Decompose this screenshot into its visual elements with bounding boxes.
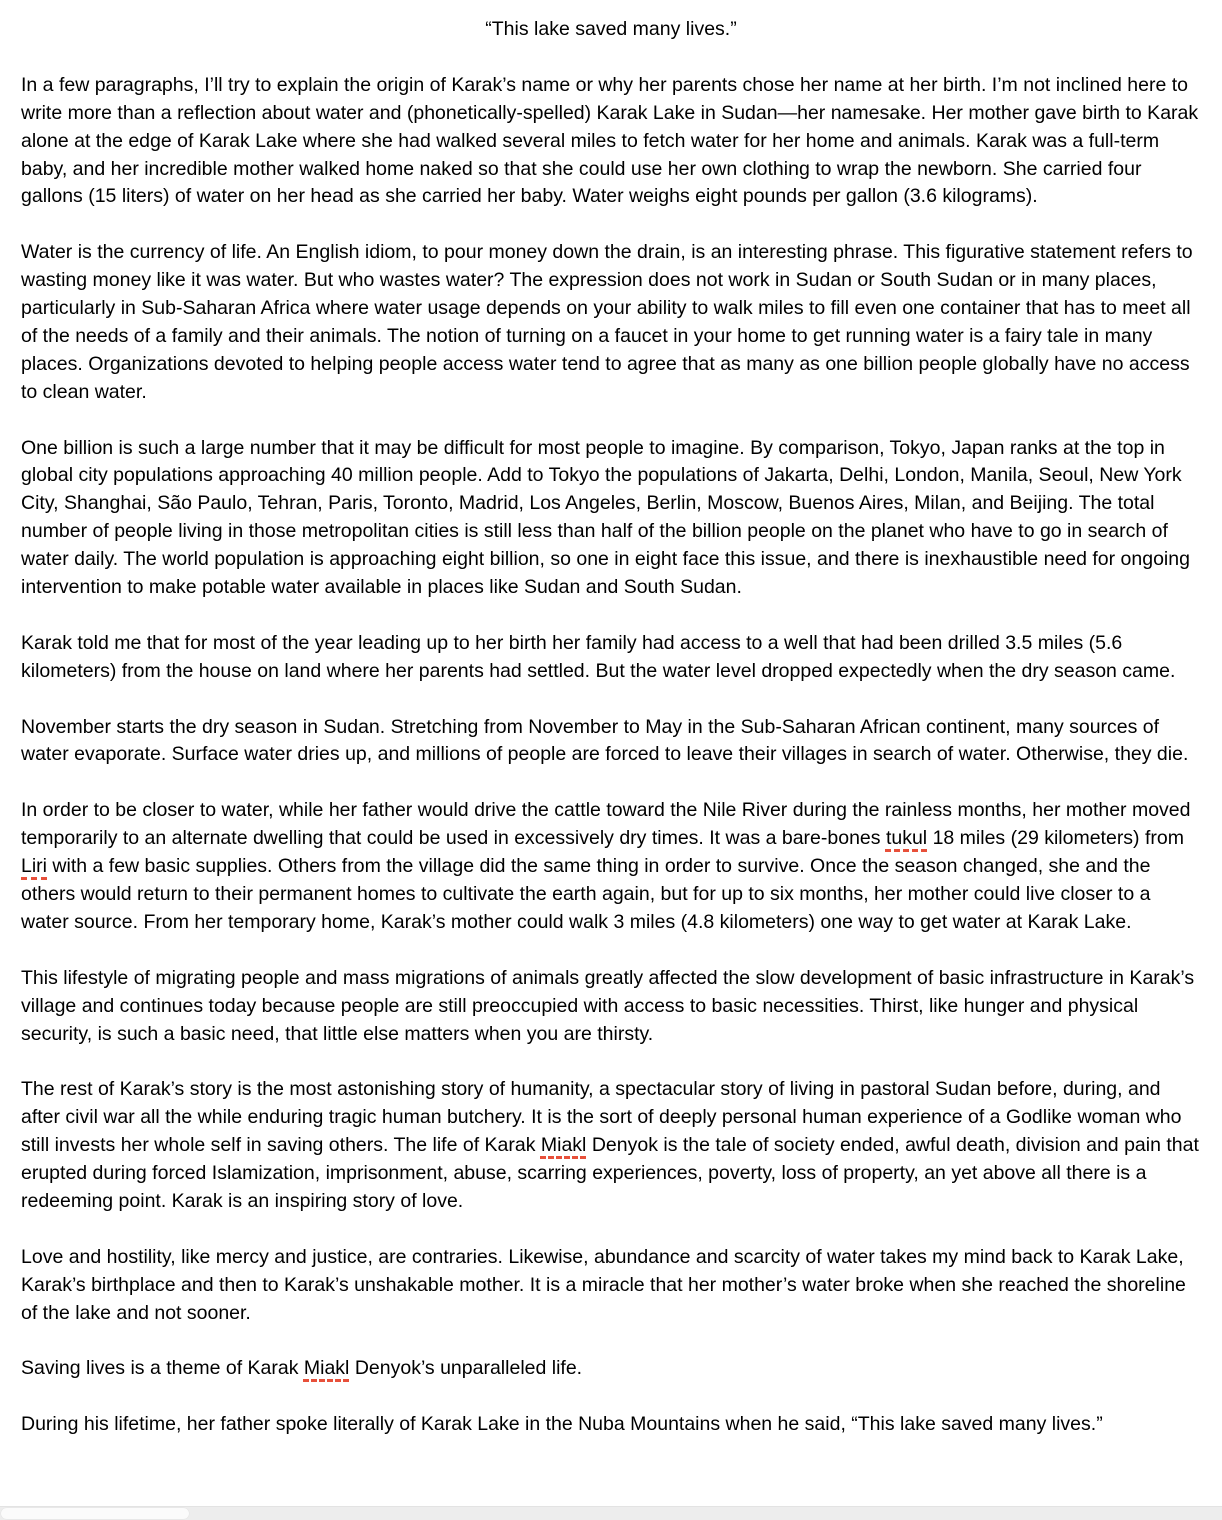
misspelled-word[interactable]: Liri xyxy=(21,855,48,878)
paragraph[interactable] xyxy=(21,797,1201,937)
horizontal-scrollbar-track[interactable] xyxy=(0,1506,1222,1520)
text-run: The rest of Karak’s story is the most astonishing story of humanity, a spectacular story of living in pastoral Sudan before, during, and after civil war all the while enduring tragic human butchery. It is the sort of deeply personal human experience of a Godlike woman who still invests her whole self in saving others. The life of Karak xyxy=(21,1078,1182,1157)
paragraph[interactable] xyxy=(21,239,1201,406)
paragraph[interactable] xyxy=(21,435,1201,602)
paragraph[interactable] xyxy=(21,1244,1201,1328)
text-run: Saving lives is a theme of Karak xyxy=(21,1357,304,1380)
document-body xyxy=(21,72,1201,1439)
text-run: 18 miles (29 kilometers) from xyxy=(927,827,1184,850)
paragraph[interactable] xyxy=(21,965,1201,1049)
paragraph[interactable] xyxy=(21,630,1201,686)
paragraph[interactable] xyxy=(21,1411,1201,1439)
paragraph[interactable] xyxy=(21,714,1201,770)
text-run: with a few basic supplies. Others from the village did the same thing in order to survive. Once the season changed, she and the others would return to their permanent homes to cultivate the earth again, but for up to six months, her mother could live closer to a water source. From her temporary home, Karak’s mother could walk 3 miles (4.8 kilometers) one way to get water at Karak Lake. xyxy=(21,855,1151,933)
paragraph[interactable] xyxy=(21,1355,1201,1383)
misspelled-word[interactable]: tukul xyxy=(885,827,928,850)
text-run: In order to be closer to water, while her father would drive the cattle toward the Nile River during the rainless months, her mother moved temporarily to an alternate dwelling that could be used in excessively dry times. It was a bare-bones xyxy=(21,799,1191,850)
text-run: During his lifetime, her father spoke literally of Karak Lake in the Nuba Mountains when he said, “This lake saved many lives.” xyxy=(21,1413,1103,1436)
text-run: In a few paragraphs, I’ll try to explain the origin of Karak’s name or why her parents chose her name at her birth. I’m not inclined here to write more than a reflection about water and (phonetically-spelled) Karak Lake in Sudan—her namesake. Her mother gave birth to Karak alone at the edge of Karak Lake where she had walked several miles to fetch water for her home and animals. Karak was a full-term baby, and her incredible mother walked home naked so that she could use her own clothing to wrap the newborn. She carried four gallons (15 liters) of water on her head as she carried her baby. Water weighs eight pounds per gallon (3.6 kilograms). xyxy=(21,73,1199,208)
text-run: Denyok is the tale of society ended, awful death, division and pain that erupted during forced Islamization, imprisonment, abuse, scarring experiences, poverty, loss of property, an yet above all there is a redeeming point. Karak is an inspiring story of love. xyxy=(21,1134,1199,1212)
text-run: Love and hostility, like mercy and justice, are contraries. Likewise, abundance and scarcity of water takes my mind back to Karak Lake, Karak’s birthplace and then to Karak’s unshakable mother. It is a miracle that her mother’s water broke when she reached the shoreline of the lake and not sooner. xyxy=(21,1245,1186,1324)
text-run: Denyok’s unparalleled life. xyxy=(349,1357,583,1380)
text-run: This lifestyle of migrating people and mass migrations of animals greatly affected the slow development of basic infrastructure in Karak’s village and continues today because people are still preoccupied with access to basic necessities. Thirst, like hunger and physical security, is such a basic need, that little else matters when you are thirsty. xyxy=(21,966,1195,1045)
text-run: One billion is such a large number that it may be difficult for most people to imagine. By comparison, Tokyo, Japan ranks at the top in global city populations approaching 40 million people. Add to Tokyo the populations of Jakarta, Delhi, London, Manila, Seoul, New York City, Shanghai, São Paulo, Tehran, Paris, Toronto, Madrid, Los Angeles, Berlin, Moscow, Buenos Aires, Milan, and Beijing. The total number of people living in those metropolitan cities is still less than half of the billion people on the planet who have to go in search of water daily. The world population is approaching eight billion, so one in eight face this issue, and there is inexhaustible need for ongoing intervention to make potable water available in places like Sudan and South Sudan. xyxy=(21,436,1190,599)
misspelled-word[interactable]: Miakl xyxy=(303,1357,350,1380)
document-title[interactable]: “This lake saved many lives.” xyxy=(485,18,737,40)
paragraph[interactable] xyxy=(21,1076,1201,1216)
text-run: November starts the dry season in Sudan. Stretching from November to May in the Sub-Saharan African continent, many sources of water evaporate. Surface water dries up, and millions of people are forced to leave their villages in search of water. Otherwise, they die. xyxy=(21,715,1189,766)
text-run: Karak told me that for most of the year leading up to her birth her family had access to a well that had been drilled 3.5 miles (5.6 kilometers) from the house on land where her parents had settled. But the water level dropped expectedly when the dry season came. xyxy=(21,631,1176,682)
text-run: Water is the currency of life. An English idiom, to pour money down the drain, is an interesting phrase. This figurative statement refers to wasting money like it was water. But who wastes water? The expression does not work in Sudan or South Sudan or in many places, particularly in Sub-Saharan Africa where water usage depends on your ability to walk miles to fill even one container that has to meet all of the needs of a family and their animals. The notion of turning on a faucet in your home to get running water is a fairy tale in many places. Organizations devoted to helping people access water tend to agree that as many as one billion people globally have no access to clean water. xyxy=(21,241,1193,403)
misspelled-word[interactable]: Miakl xyxy=(540,1134,587,1157)
paragraph[interactable] xyxy=(21,72,1201,212)
horizontal-scrollbar-thumb[interactable] xyxy=(1,1508,189,1519)
